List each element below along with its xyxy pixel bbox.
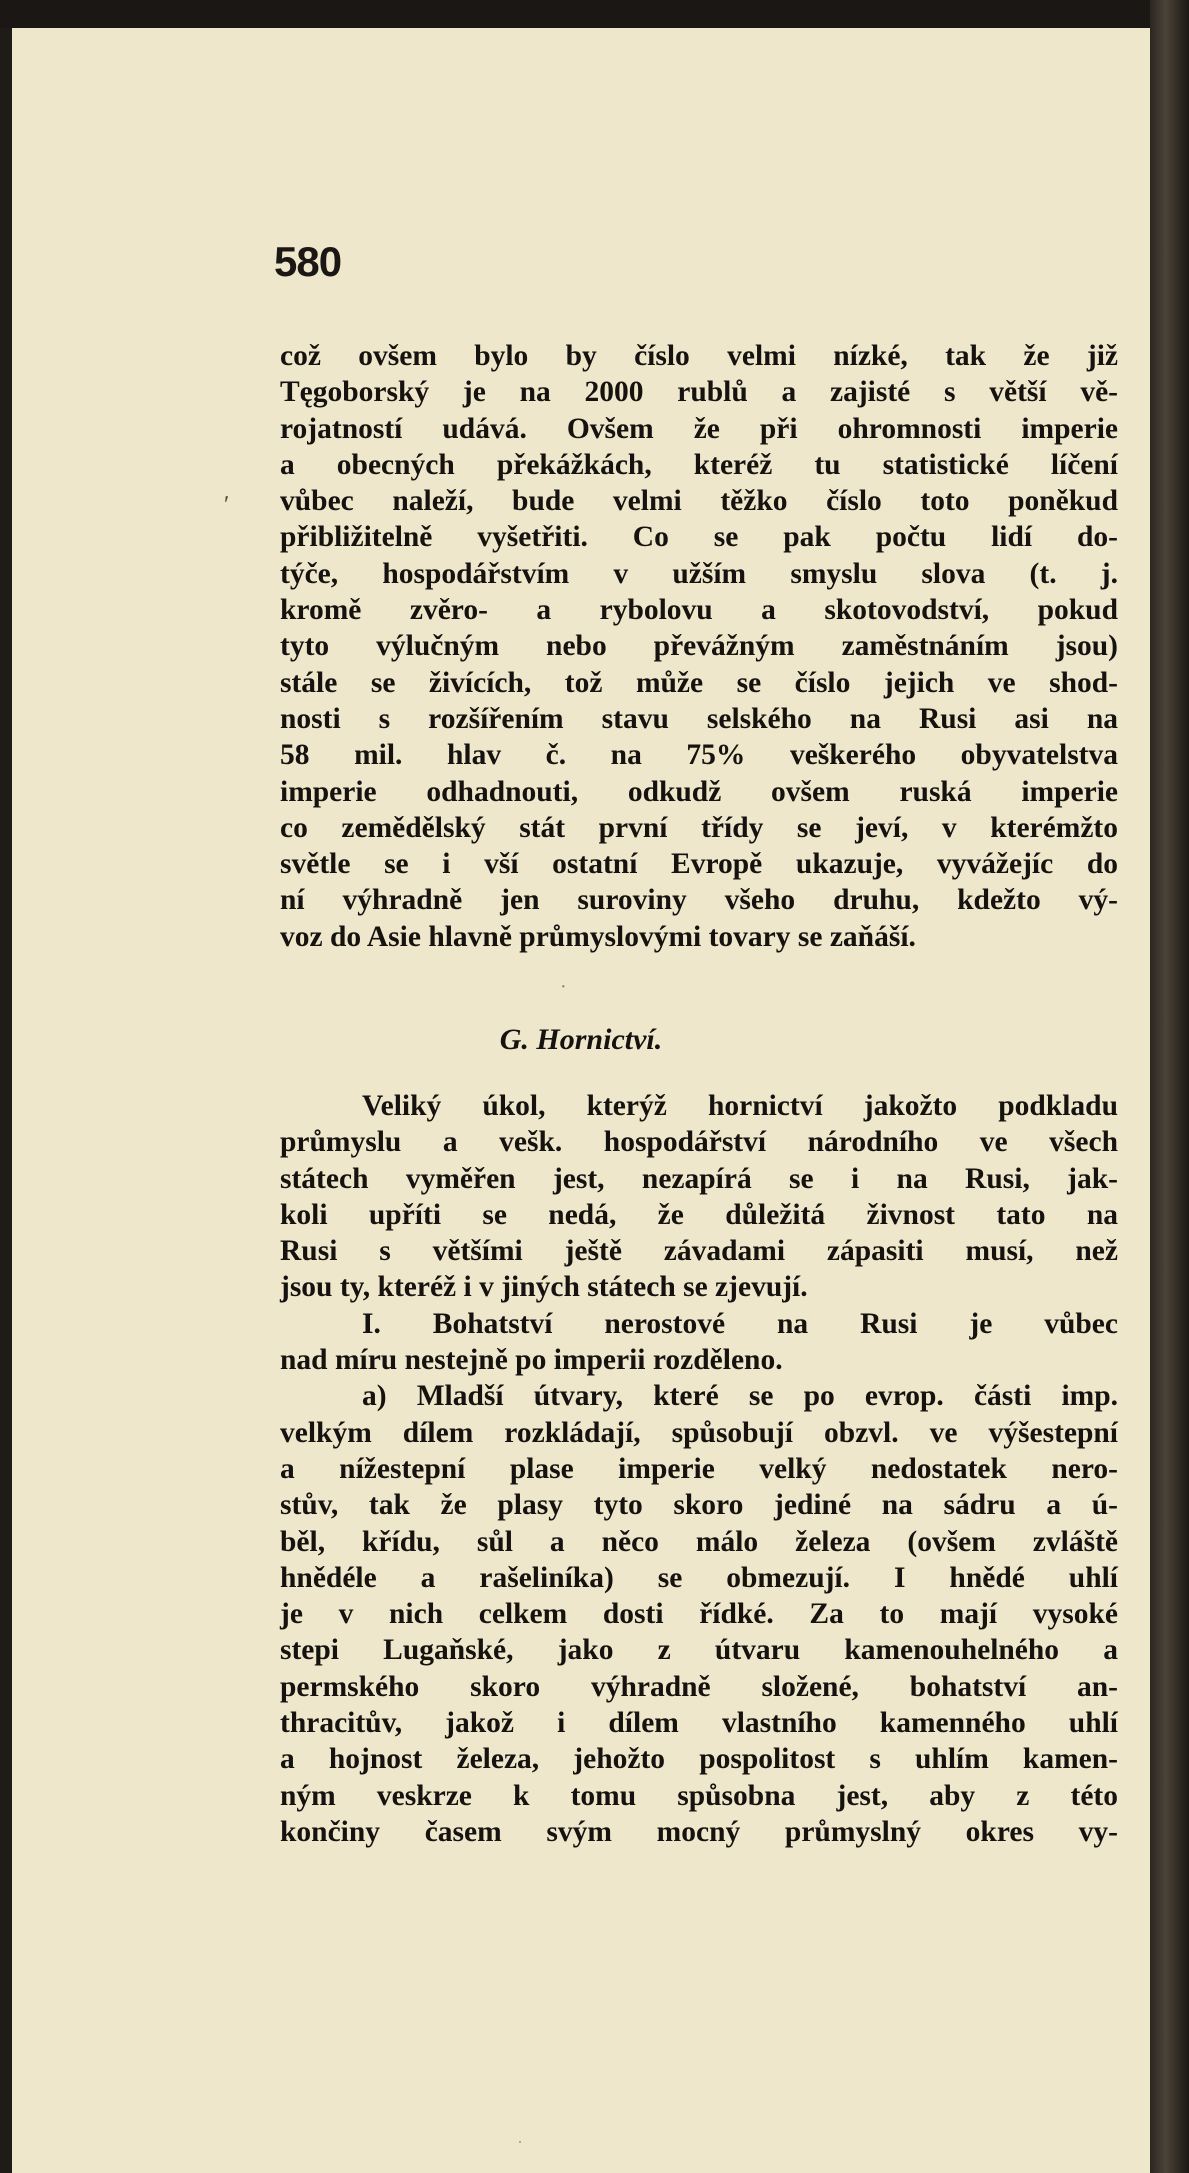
text-line: světle se i vší ostatní Evropě ukazuje, vyvážejíc do (280, 848, 1118, 881)
text-line: a obecných překážkách, kteréž tu statistické líčení (280, 448, 1118, 481)
text-line: hnědéle a rašeliníka) se obmezují. I hnědé uhlí (280, 1561, 1118, 1594)
text-line: končiny časem svým mocný průmyslný okres vy- (280, 1815, 1118, 1848)
text-line: stepi Lugaňské, jako z útvaru kamenouhelného a (280, 1634, 1118, 1667)
text-line: Veliký úkol, kterýž hornictví jakožto podkladu (362, 1090, 1118, 1122)
text-line: 58 mil. hlav č. na 75% veškerého obyvatelstva (280, 739, 1118, 772)
text-line: tyto výlučným nebo převážným zaměstnáním jsou) (280, 630, 1118, 663)
text-line: týče, hospodářstvím v užším smyslu slova (t. j. (280, 557, 1118, 590)
book-page (12, 28, 1150, 2173)
text-line: a) Mladší útvary, které se po evrop. části imp. (362, 1380, 1118, 1413)
text-line: rojatností udává. Ovšem že při ohromnosti imperie (280, 412, 1118, 445)
text-line: jsou ty, kteréž i v jiných státech se zjevují. (280, 1271, 808, 1304)
text-line: průmyslu a vešk. hospodářství národního ve všech (280, 1126, 1118, 1159)
text-line: ným veskrze k tomu spůsobna jest, aby z této (280, 1779, 1118, 1812)
margin-pencil-mark: ʹ (224, 492, 230, 518)
page-number: 580 (274, 238, 342, 285)
text-line: vůbec naleží, bude velmi těžko číslo toto poněkud (280, 485, 1118, 518)
text-line: státech vyměřen jest, nezapírá se i na Rusi, jak- (280, 1162, 1118, 1195)
bleed-through-footer: · (517, 2132, 523, 2152)
text-line: koli upříti se nedá, že důležitá živnost tato na (280, 1198, 1118, 1231)
text-line: nosti s rozšířením stavu selského na Rusi asi na (280, 702, 1118, 735)
section-heading: G. Hornictví. (499, 1023, 663, 1056)
text-line: I. Bohatství nerostové na Rusi je vůbec (362, 1307, 1118, 1340)
text-line: stův, tak že plasy tyto skoro jediné na sádru a ú- (280, 1489, 1118, 1522)
text-line: Rusi s většími ještě závadami zápasiti musí, než (280, 1235, 1118, 1268)
text-line: a nížestepní plase imperie velký nedostatek nero- (280, 1452, 1118, 1485)
text-line: ní výhradně jen suroviny všeho druhu, kdežto vý- (280, 884, 1118, 917)
text-line: je v nich celkem dosti řídké. Za to mají vysoké (280, 1598, 1118, 1631)
text-line: thracitův, jakož i dílem vlastního kamenného uhlí (280, 1707, 1118, 1740)
text-line: běl, křídu, sůl a něco málo železa (ovšem zvláště (280, 1525, 1118, 1558)
text-line: nad míru nestejně po imperii rozděleno. (280, 1344, 783, 1377)
paragraph-2 (280, 1088, 1118, 1850)
text-line: permského skoro výhradně složené, bohatství an- (280, 1670, 1118, 1703)
book-spine-edge (1150, 0, 1189, 2173)
text-line: což ovšem bylo by číslo velmi nízké, tak že již (280, 340, 1118, 372)
text-line: stále se živících, tož může se číslo jejich ve shod- (280, 666, 1118, 699)
text-line: a hojnost železa, jehožto pospolitost s uhlím kamen- (280, 1743, 1118, 1776)
text-line: velkým dílem rozkládají, spůsobují obzvl. ve výšestepní (280, 1416, 1118, 1449)
paragraph-1 (280, 338, 1118, 955)
text-line: kromě zvěro- a rybolovu a skotovodství, pokud (280, 594, 1118, 627)
text-line: Tęgoborský je na 2000 rublů a zajisté s větší vě- (280, 376, 1118, 409)
text-line: imperie odhadnouti, odkudž ovšem ruská imperie (280, 775, 1118, 808)
text-line: voz do Asie hlavně průmyslovými tovary se zaňáší. (280, 920, 916, 953)
text-line: co zemědělský stát první třídy se jeví, v kterémžto (280, 811, 1118, 844)
scan-top-border (0, 0, 1189, 28)
text-line: přibližitelně vyšetřiti. Co se pak počtu lidí do- (280, 521, 1118, 554)
bleed-through-mark: · (560, 976, 567, 998)
